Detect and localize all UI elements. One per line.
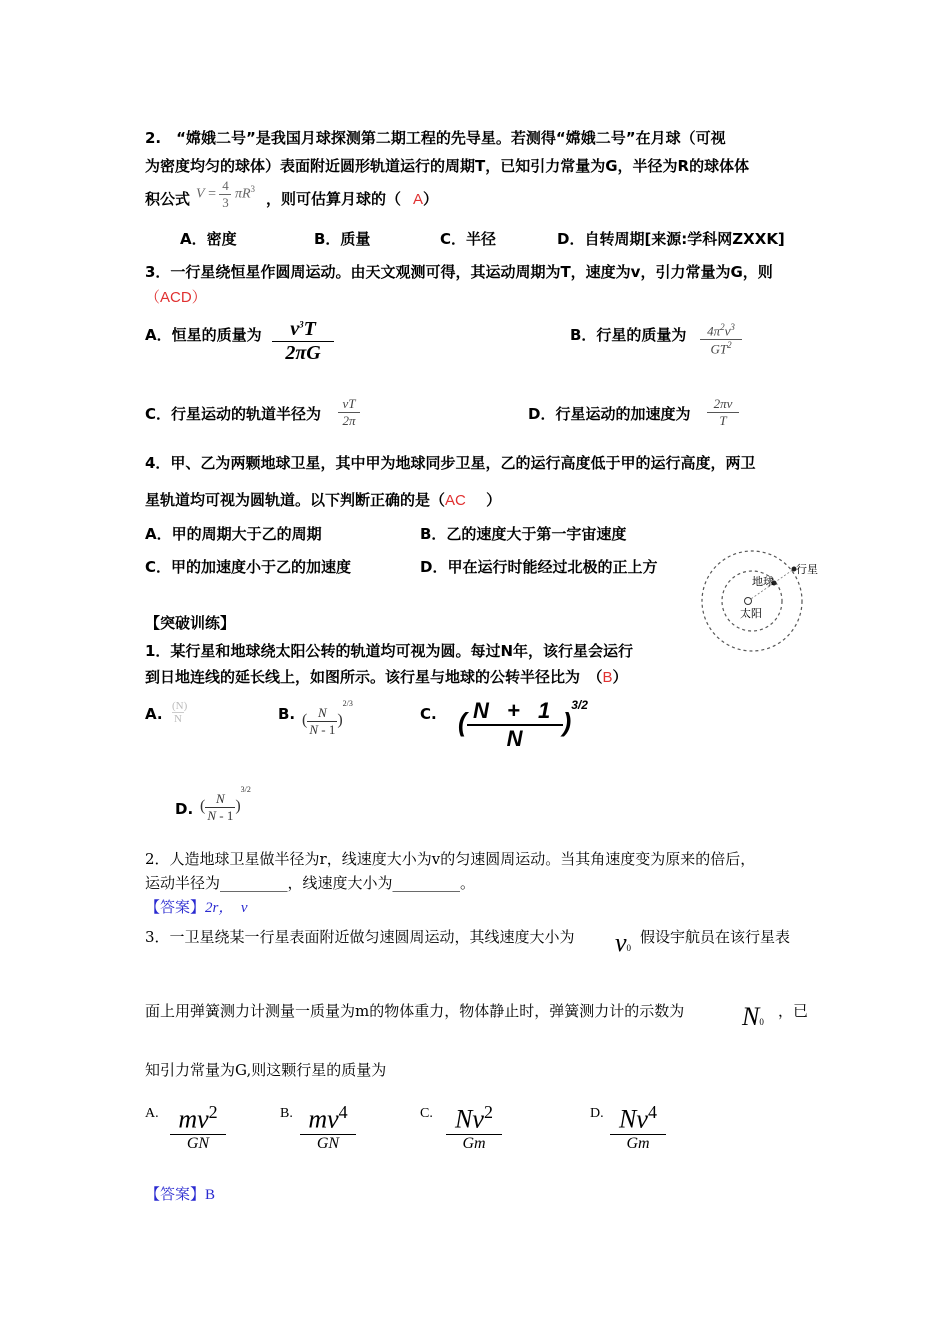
p3-option-a: A. <box>145 1106 159 1121</box>
p3-line1: 3．一卫星绕某一行星表面附近做匀速圆周运动，其线速度大小为 <box>145 928 575 946</box>
p3-formula-a: $mv^2$ GN <box>170 1098 226 1153</box>
p1-formula-b: ( $\frac{N}{N - 1}$ )$^{2/3}$ <box>302 699 353 737</box>
p1-formula-a: (N) N <box>172 700 188 725</box>
p3-line1-post: 假设宇航员在该行星表 <box>640 928 791 946</box>
q3-formula-a: $v^3T$ 2πG <box>272 318 334 365</box>
p1-option-c: C. <box>420 705 437 723</box>
q3-line1: 3．一行星绕恒星作圆周运动。由天文观测可得，其运动周期为T，速度为v，引力常量为G，则 <box>145 263 773 281</box>
planet-label: 行星 <box>796 563 818 576</box>
q3-option-a: A．恒星的质量为 <box>145 326 262 344</box>
p3-n0-symbol: N0 <box>742 1002 764 1031</box>
q2-option-b: B．质量 <box>314 230 371 248</box>
p3-line2: 面上用弹簧测力计测量一质量为m的物体重力，物体静止时，弹簧测力计的示数为 <box>145 1002 685 1020</box>
q4-answer: AC <box>445 492 466 509</box>
p3-formula-d: Nv$^4$ Gm <box>610 1098 666 1153</box>
q2-volume-formula: V = $\frac{4}{3}$ $\pi R^3$ <box>196 178 256 210</box>
q4-option-b: B．乙的速度大于第一宇宙速度 <box>420 525 627 543</box>
p1-option-b: B. <box>278 705 296 723</box>
q3-formula-b: $4\pi^2v^3$ $GT^2$ <box>700 322 742 358</box>
sun-label: 太阳 <box>740 607 762 620</box>
p3-line2-post: ，已 <box>778 1002 809 1020</box>
q4-option-c: C．甲的加速度小于乙的加速度 <box>145 558 352 576</box>
p1-line1: 1．某行星和地球绕太阳公转的轨道均可视为圆。每过N年，该行星会运行 <box>145 642 633 660</box>
p2-answer: 【答案】2r， v <box>145 900 248 916</box>
q4-option-a: A．甲的周期大于乙的周期 <box>145 525 322 543</box>
p3-option-d: D. <box>590 1106 604 1121</box>
section-heading: 【突破训练】 <box>145 614 236 632</box>
q2-line3-post: ，则可估算月球的（ A） <box>266 190 439 208</box>
p1-formula-c: ( $\frac{N + 1}{N}$ )$^{3/2}$ <box>458 698 588 751</box>
q3-option-b: B．行星的质量为 <box>570 326 687 344</box>
p1-option-a: A. <box>145 705 163 723</box>
sun-dot <box>745 598 752 605</box>
p1-option-d: D. <box>175 800 194 818</box>
q2-line2: 为密度均匀的球体）表面附近圆形轨道运行的周期T，已知引力常量为G，半径为R的球体体 <box>145 157 750 175</box>
p3-option-b: B. <box>280 1106 293 1121</box>
p3-option-c: C. <box>420 1106 433 1121</box>
q2-option-c: C．半径 <box>440 230 497 248</box>
q3-formula-d: 2πv T <box>707 396 739 429</box>
p1-answer: B <box>602 669 613 686</box>
q2-line1: 2. “嫦娥二号”是我国月球探测第二期工程的先导星。若测得“嫦娥二号”在月球（可视 <box>145 129 726 147</box>
p3-formula-c: Nv$^2$ Gm <box>446 1098 502 1153</box>
q3-answer: （ACD） <box>145 289 207 306</box>
q4-line1: 4．甲、乙为两颗地球卫星，其中甲为地球同步卫星，乙的运行高度低于甲的运行高度，两卫 <box>145 454 756 472</box>
q2-line3-pre: 积公式 <box>145 190 191 208</box>
p3-formula-b: $mv^4$ GN <box>300 1098 356 1153</box>
p3-v0-symbol: v0 <box>615 928 632 957</box>
orbit-diagram <box>700 545 820 665</box>
earth-label: 地球 <box>752 575 774 588</box>
q2-option-a: A．密度 <box>180 230 237 248</box>
q3-formula-c: vT 2π <box>338 396 360 429</box>
q4-line2: 星轨道均可视为圆轨道。以下判断正确的是（AC ） <box>145 491 502 509</box>
p3-line3: 知引力常量为G,则这颗行星的质量为 <box>145 1061 387 1079</box>
p1-line2: 到日地连线的延长线上，如图所示。该行星与地球的公转半径比为 （B） <box>145 668 628 686</box>
p3-answer: 【答案】B <box>145 1187 216 1203</box>
q4-option-d: D．甲在运行时能经过北极的正上方 <box>420 558 658 576</box>
q2-answer: A <box>413 191 424 208</box>
q2-option-d: D．自转周期[来源:学科网ZXXK] <box>557 230 785 248</box>
q3-option-c: C．行星运动的轨道半径为 <box>145 405 322 423</box>
p2-line2: 运动半径为_________，线速度大小为_________。 <box>145 874 476 892</box>
p2-line1: 2．人造地球卫星做半径为r，线速度大小为v的匀速圆周运动。当其角速度变为原来的倍后， <box>145 850 756 868</box>
q3-option-d: D．行星运动的加速度为 <box>528 405 691 423</box>
p1-formula-d: ( $\frac{N}{N - 1}$ )$^{3/2}$ <box>200 785 251 823</box>
